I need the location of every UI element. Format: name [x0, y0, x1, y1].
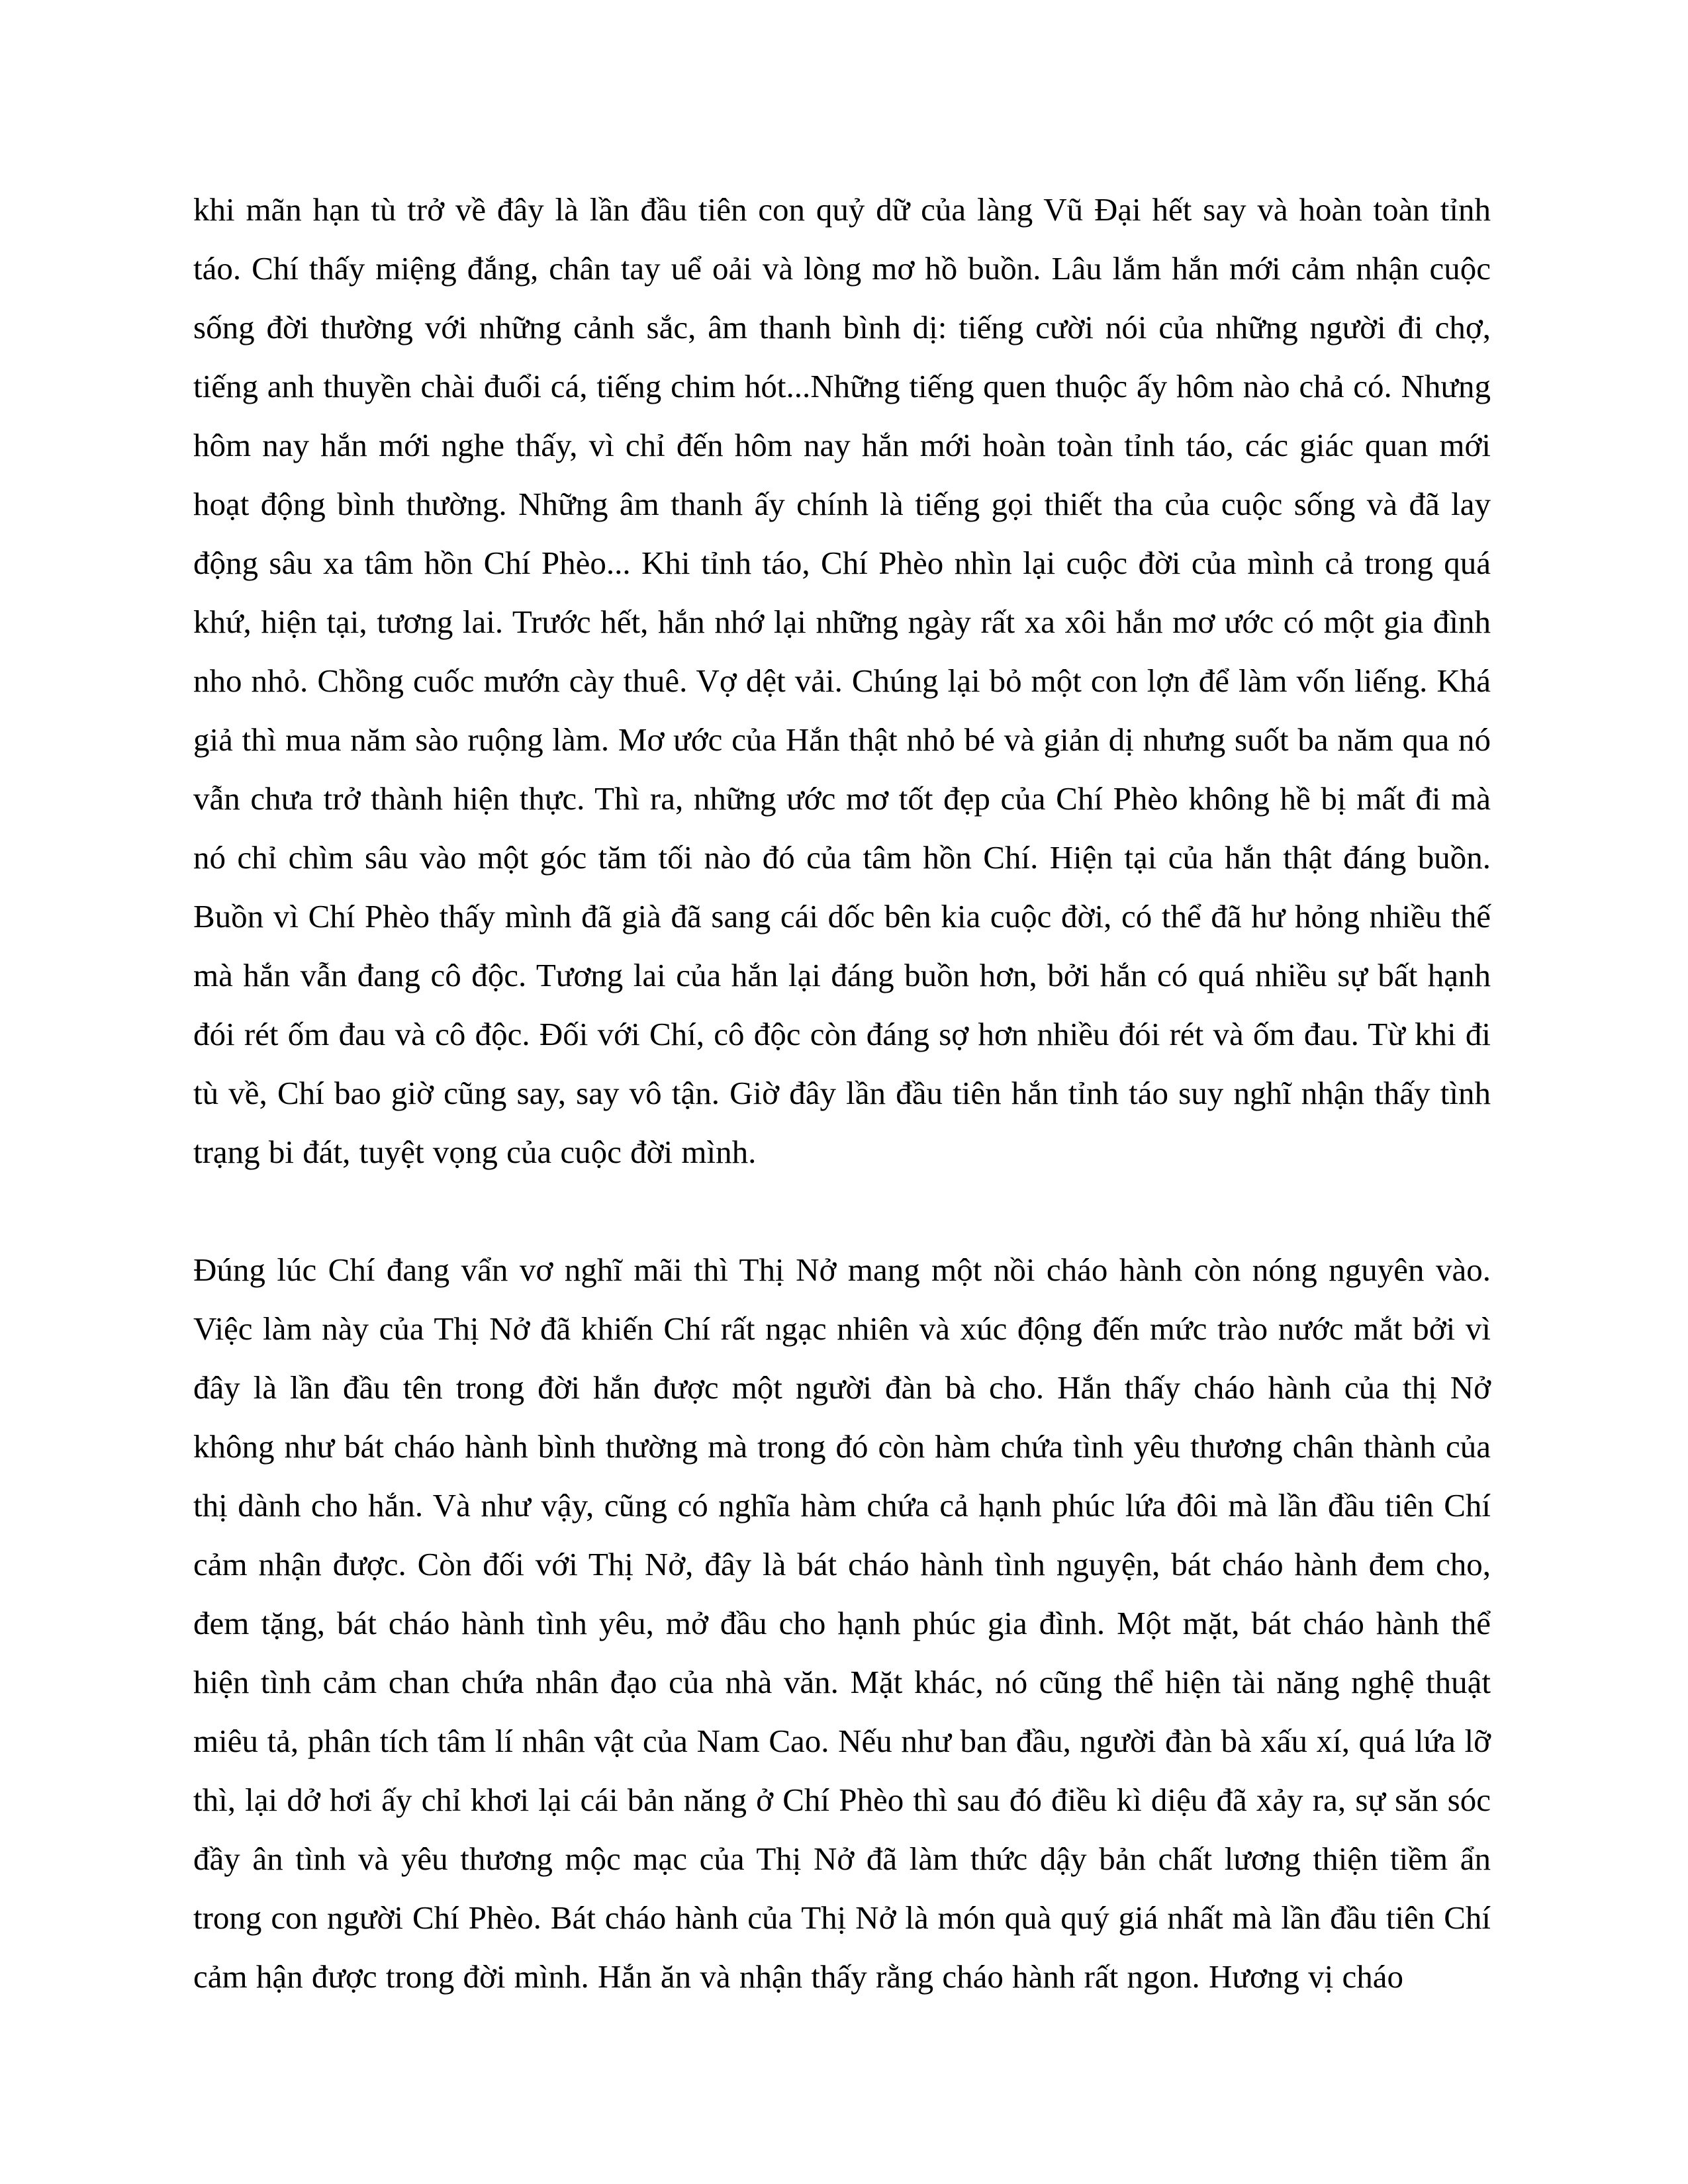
- paragraph-1: khi mãn hạn tù trở về đây là lần đầu tiên con quỷ dữ của làng Vũ Đại hết say và hoàn toàn tỉnh táo. Chí thấy miệng đắng, chân tay uể oải và lòng mơ hồ buồn. Lâu lắm hắn mới cảm nhận cuộc sống đời thường với những cảnh sắc, âm thanh bình dị: tiếng cười nói của những người đi chợ, tiếng anh thuyền chài đuổi cá, tiếng chim hót...Những tiếng quen thuộc ấy hôm nào chả có. Nhưng hôm nay hắn mới nghe thấy, vì chỉ đến hôm nay hắn mới hoàn toàn tỉnh táo, các giác quan mới hoạt động bình thường. Những âm thanh ấy chính là tiếng gọi thiết tha của cuộc sống và đã lay động sâu xa tâm hồn Chí Phèo... Khi tỉnh táo, Chí Phèo nhìn lại cuộc đời của mình cả trong quá khứ, hiện tại, tương lai. Trước hết, hắn nhớ lại những ngày rất xa xôi hắn mơ ước có một gia đình nho nhỏ. Chồng cuốc mướn cày thuê. Vợ dệt vải. Chúng lại bỏ một con lợn để làm vốn liếng. Khá giả thì mua năm sào ruộng làm. Mơ ước của Hắn thật nhỏ bé và giản dị nhưng suốt ba năm qua nó vẫn chưa trở thành hiện thực. Thì ra, những ước mơ tốt đẹp của Chí Phèo không hề bị mất đi mà nó chỉ chìm sâu vào một góc tăm tối nào đó của tâm hồn Chí. Hiện tại của hắn thật đáng buồn. Buồn vì Chí Phèo thấy mình đã già đã sang cái dốc bên kia cuộc đời, có thể đã hư hỏng nhiều thế mà hắn vẫn đang cô độc. Tương lai của hắn lại đáng buồn hơn, bởi hắn có quá nhiều sự bất hạnh đói rét ốm đau và cô độc. Đối với Chí, cô độc còn đáng sợ hơn nhiều đói rét và ốm đau. Từ khi đi tù về, Chí bao giờ cũng say, say vô tận. Giờ đây lần đầu tiên hắn tỉnh táo suy nghĩ nhận thấy tình trạng bi đát, tuyệt vọng của cuộc đời mình.: [193, 191, 1491, 1170]
- paragraph-2: Đúng lúc Chí đang vẩn vơ nghĩ mãi thì Thị Nở mang một nồi cháo hành còn nóng nguyên vào. Việc làm này của Thị Nở đã khiến Chí rất ngạc nhiên và xúc động đến mức trào nước mắt bởi vì đây là lần đầu tên trong đời hắn được một người đàn bà cho. Hắn thấy cháo hành của thị Nở không như bát cháo hành bình thường mà trong đó còn hàm chứa tình yêu thương chân thành của thị dành cho hắn. Và như vậy, cũng có nghĩa hàm chứa cả hạnh phúc lứa đôi mà lần đầu tiên Chí cảm nhận được. Còn đối với Thị Nở, đây là bát cháo hành tình nguyện, bát cháo hành đem cho, đem tặng, bát cháo hành tình yêu, mở đầu cho hạnh phúc gia đình. Một mặt, bát cháo hành thể hiện tình cảm chan chứa nhân đạo của nhà văn. Mặt khác, nó cũng thể hiện tài năng nghệ thuật miêu tả, phân tích tâm lí nhân vật của Nam Cao. Nếu như ban đầu, người đàn bà xấu xí, quá lứa lỡ thì, lại dở hơi ấy chỉ khơi lại cái bản năng ở Chí Phèo thì sau đó điều kì diệu đã xảy ra, sự săn sóc đầy ân tình và yêu thương mộc mạc của Thị Nở đã làm thức dậy bản chất lương thiện tiềm ẩn trong con người Chí Phèo. Bát cháo hành của Thị Nở là món quà quý giá nhất mà lần đầu tiên Chí cảm hận được trong đời mình. Hắn ăn và nhận thấy rằng cháo hành rất ngon. Hương vị cháo: [193, 1251, 1491, 1995]
